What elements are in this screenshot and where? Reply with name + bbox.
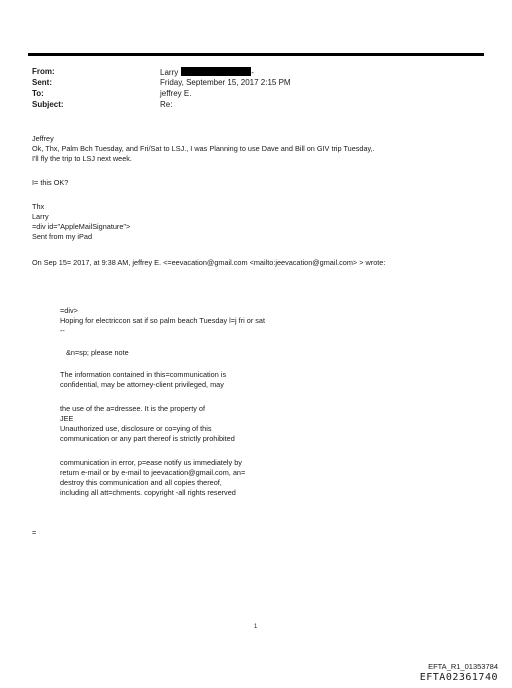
body-line: Thx	[32, 202, 45, 211]
quoted-line: destroy this communication and all copies thereof,	[60, 478, 222, 487]
sent-label: Sent:	[32, 78, 52, 87]
bates-number-primary: EFTA02361740	[419, 672, 498, 683]
to-label: To:	[32, 89, 44, 98]
body-line: Sent from my iPad	[32, 232, 93, 241]
quoted-line: communication in error, p=ease notify us immediately by	[60, 458, 242, 467]
quoted-line: =div>	[60, 306, 78, 315]
quoted-line: return e-mail or by e-mail to jeevacation@gmail.com, an=	[60, 468, 246, 477]
to-value: jeffrey E.	[160, 89, 192, 98]
quoted-line: the use of the a=dressee. It is the property of	[60, 404, 206, 413]
from-name: Larry	[160, 68, 179, 77]
quoted-line: confidential, may be attorney-client privileged, may	[60, 380, 224, 389]
body-line: I= this OK?	[32, 178, 69, 187]
from-value	[160, 67, 254, 77]
header-rule	[28, 53, 484, 56]
subject-label: Subject:	[32, 100, 64, 109]
quoted-line: &n=sp; please note	[66, 348, 129, 357]
subject-value: Re:	[160, 100, 173, 109]
quoted-line: Hoping for electriccon sat if so palm beach Tuesday l=j fri or sat	[60, 316, 266, 325]
body-line: Larry	[32, 212, 49, 221]
from-suffix: -	[251, 68, 254, 77]
quoted-line: The information contained in this=communication is	[60, 370, 227, 379]
body-line: Jeffrey	[32, 134, 54, 143]
quoted-line: --	[60, 326, 65, 335]
quoted-line: Unauthorized use, disclosure or co=ying of this	[60, 424, 212, 433]
body-line: Ok, Thx, Palm Bch Tuesday, and Fri/Sat to LSJ., I was Planning to use Dave and Bill on GIV trip Tuesday,.	[32, 144, 375, 153]
bates-number-secondary: EFTA_R1_01353784	[428, 662, 498, 671]
quoted-line: including all att=chments. copyright -all rights reserved	[60, 488, 236, 497]
page-number: 1	[254, 624, 258, 630]
quoted-line: JEE	[60, 414, 74, 423]
body-line: =div id="AppleMailSignature">	[32, 222, 131, 231]
from-label: From:	[32, 67, 55, 76]
body-line: On Sep 15= 2017, at 9:38 AM, jeffrey E. <=eevacation@gmail.com <mailto:jeevacation@gmail.com> > wrote:	[32, 258, 386, 267]
trailer-mark: =	[32, 528, 37, 537]
body-line: I'll fly the trip to LSJ next week.	[32, 154, 132, 163]
redaction-box	[181, 67, 251, 76]
quoted-line: communication or any part thereof is strictly prohibited	[60, 434, 235, 443]
sent-value: Friday, September 15, 2017 2:15 PM	[160, 78, 291, 87]
